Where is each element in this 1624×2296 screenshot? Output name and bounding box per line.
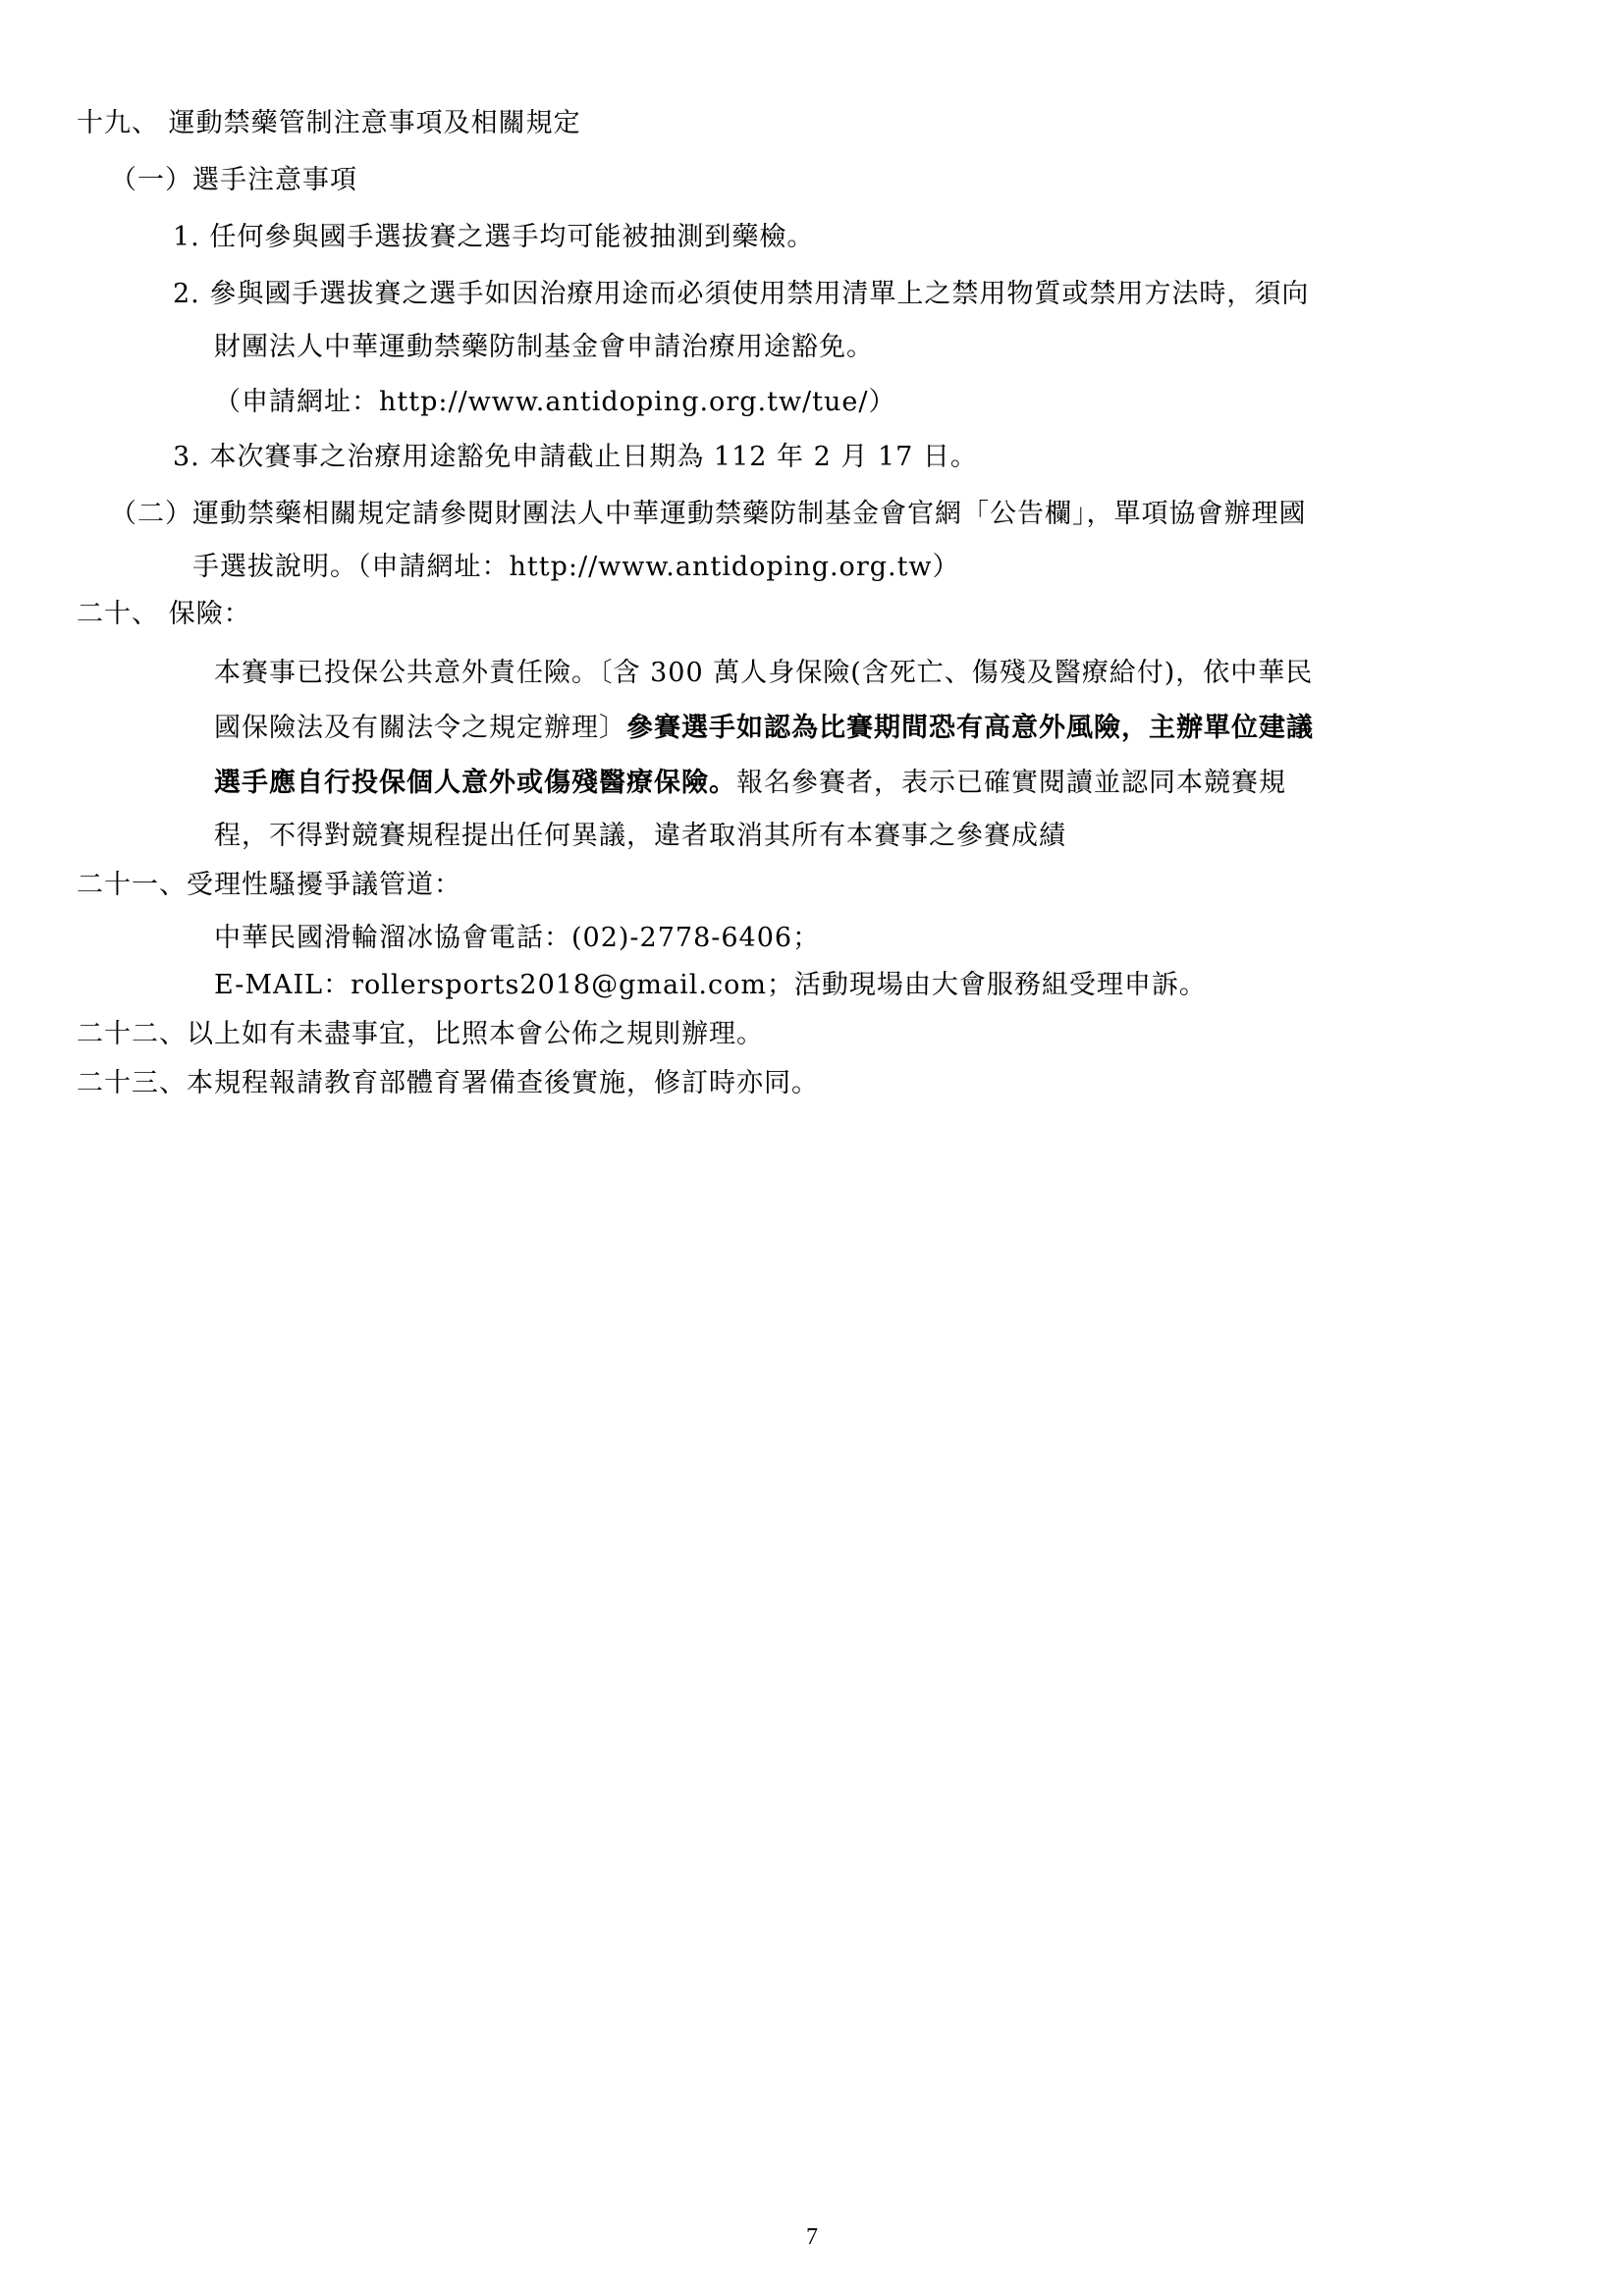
section-20-line-4: 程，不得對競賽規程提出任何異議，違者取消其所有本賽事之參賽成績: [214, 821, 1066, 851]
section-19-sub2-line-1: （二）運動禁藥相關規定請參閱財團法人中華運動禁藥防制基金會官網「公告欄」，單項協會辦理國: [110, 499, 1307, 529]
section-19-item-1: 1. 任何參與國手選拔賽之選手均可能被抽測到藥檢。: [173, 222, 815, 252]
section-19-sub1-heading: （一）選手注意事項: [110, 165, 357, 195]
section-23: 二十三、本規程報請教育部體育署備查後實施，修訂時亦同。: [77, 1068, 819, 1098]
section-19-item-2-line-2: 財團法人中華運動禁藥防制基金會申請治療用途豁免。: [214, 332, 874, 362]
section-20-heading: 二十、 保險：: [77, 599, 251, 629]
section-20-line-2-bold: 參賽選手如認為比賽期間恐有高意外風險，主辦單位建議: [626, 713, 1314, 743]
section-19-item-2-line-1: 2. 參與國手選拔賽之選手如因治療用途而必須使用禁用清單上之禁用物質或禁用方法時，須向: [173, 279, 1310, 309]
section-20-line-3: [214, 766, 1286, 801]
page-number: 7: [806, 2224, 818, 2250]
section-22: 二十二、以上如有未盡事宜，比照本會公佈之規則辦理。: [77, 1019, 764, 1049]
section-21-email-line: E-MAIL：rollersports2018@gmail.com；活動現場由大會服務組受理申訴。: [214, 970, 1207, 1000]
section-20-line-2: [214, 711, 1314, 746]
section-19-item-2-url: （申請網址：http://www.antidoping.org.tw/tue/）: [214, 387, 896, 417]
section-20-line-3-normal: 報名參賽者，表示已確實閱讀並認同本競賽規: [736, 768, 1286, 798]
section-19-heading: 十九、 運動禁藥管制注意事項及相關規定: [77, 108, 581, 138]
section-20-line-3-bold: 選手應自行投保個人意外或傷殘醫療保險。: [214, 768, 736, 798]
section-21-phone-line: 中華民國滑輪溜冰協會電話：(02)-2778-6406；: [214, 923, 821, 953]
section-19-sub2-line-2: 手選拔說明。（申請網址：http://www.antidoping.org.tw）: [192, 552, 960, 582]
section-20-line-2-normal: 國保險法及有關法令之規定辦理〕: [214, 713, 626, 743]
section-21-heading: 二十一、受理性騷擾爭議管道：: [77, 870, 461, 900]
section-19-item-3: 3. 本次賽事之治療用途豁免申請截止日期為 112 年 2 月 17 日。: [173, 442, 978, 472]
section-20-line-1: 本賽事已投保公共意外責任險。〔含 300 萬人身保險(含死亡、傷殘及醫療給付)，依中華民: [214, 658, 1314, 688]
